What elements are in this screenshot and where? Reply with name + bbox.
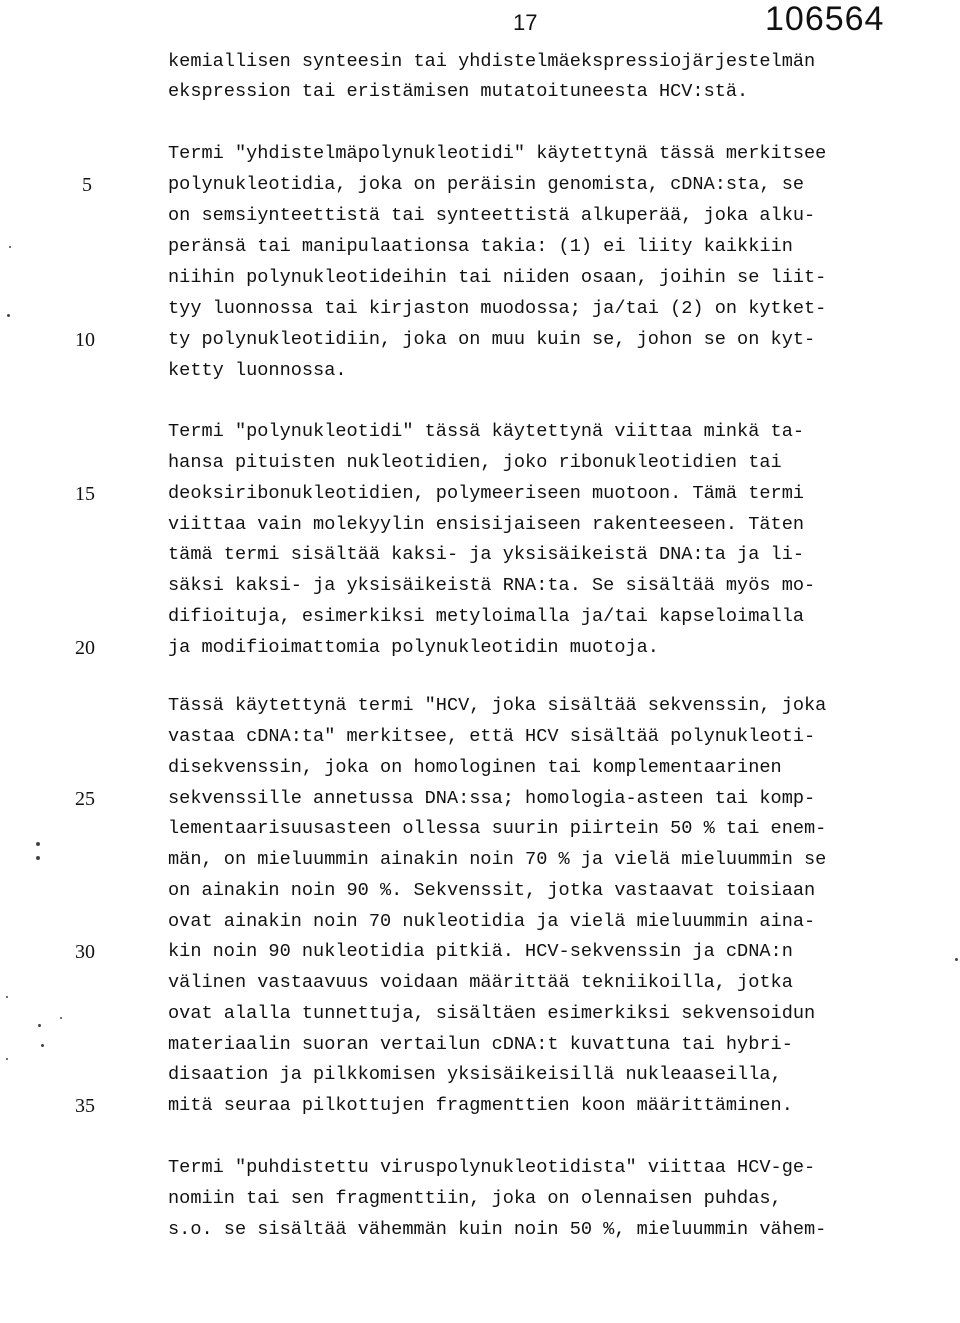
text-line: disekvenssin, joka on homologinen tai komplementaarinen xyxy=(168,757,782,778)
text-line: niihin polynukleotideihin tai niiden osaan, joihin se liit- xyxy=(168,267,827,288)
text-line: deoksiribonukleotidien, polymeeriseen muotoon. Tämä termi xyxy=(168,483,805,504)
text-line: ty polynukleotidiin, joka on muu kuin se, johon se on kyt- xyxy=(168,329,816,350)
scan-speck xyxy=(9,246,11,248)
margin-line-number: 25 xyxy=(75,788,95,810)
text-line: sekvenssille annetussa DNA:ssa; homologia-asteen tai komp- xyxy=(168,788,816,809)
text-line: män, on mieluummin ainakin noin 70 % ja vielä mieluummin se xyxy=(168,849,827,870)
scan-speck xyxy=(6,1058,8,1060)
text-line: ketty luonnossa. xyxy=(168,360,347,381)
text-line: peränsä tai manipulaationsa takia: (1) ei liity kaikkiin xyxy=(168,236,793,257)
text-line: disaation ja pilkkomisen yksisäikeisillä nukleaaseilla, xyxy=(168,1064,782,1085)
margin-line-number: 30 xyxy=(75,941,95,963)
text-line: välinen vastaavuus voidaan määrittää tekniikoilla, jotka xyxy=(168,972,793,993)
text-line: vastaa cDNA:ta" merkitsee, että HCV sisältää polynukleoti- xyxy=(168,726,816,747)
text-line: ja modifioimattomia polynukleotidin muotoja. xyxy=(168,637,659,658)
text-line: tyy luonnossa tai kirjaston muodossa; ja/tai (2) on kytket- xyxy=(168,298,827,319)
scan-speck xyxy=(7,314,10,317)
text-line: on semsiynteettistä tai synteettistä alkuperää, joka alku- xyxy=(168,205,816,226)
text-line: s.o. se sisältää vähemmän kuin noin 50 %, mieluummin vähem- xyxy=(168,1219,827,1240)
text-line: Termi "puhdistettu viruspolynukleotidista" viittaa HCV-ge- xyxy=(168,1157,816,1178)
margin-line-number: 20 xyxy=(75,637,95,659)
text-line: kin noin 90 nukleotidia pitkiä. HCV-sekvenssin ja cDNA:n xyxy=(168,941,793,962)
scan-speck xyxy=(6,996,8,998)
margin-line-number: 15 xyxy=(75,483,95,505)
text-line: ovat ainakin noin 70 nukleotidia ja vielä mieluummin aina- xyxy=(168,911,816,932)
scan-speck xyxy=(60,1017,62,1019)
text-line: polynukleotidia, joka on peräisin genomista, cDNA:sta, se xyxy=(168,174,805,195)
text-line: tämä termi sisältää kaksi- ja yksisäikeistä DNA:ta ja li- xyxy=(168,544,805,565)
scan-speck xyxy=(36,842,40,846)
scan-speck xyxy=(955,958,958,961)
text-line: Termi "polynukleotidi" tässä käytettynä viittaa minkä ta- xyxy=(168,421,805,442)
text-line: kemiallisen synteesin tai yhdistelmäekspressiojärjestelmän xyxy=(168,51,816,72)
text-line: Termi "yhdistelmäpolynukleotidi" käytettynä tässä merkitsee xyxy=(168,143,827,164)
text-line: viittaa vain molekyylin ensisijaiseen rakenteeseen. Täten xyxy=(168,514,805,535)
text-line: nomiin tai sen fragmenttiin, joka on olennaisen puhdas, xyxy=(168,1188,782,1209)
scan-speck xyxy=(41,1044,44,1047)
text-line: ekspression tai eristämisen mutatoituneesta HCV:stä. xyxy=(168,81,749,102)
text-line: Tässä käytettynä termi "HCV, joka sisältää sekvenssin, joka xyxy=(168,695,827,716)
scan-speck xyxy=(36,856,40,860)
text-line: difioituja, esimerkiksi metyloimalla ja/tai kapseloimalla xyxy=(168,606,805,627)
text-line: ovat alalla tunnettuja, sisältäen esimerkiksi sekvensoidun xyxy=(168,1003,816,1024)
text-line: säksi kaksi- ja yksisäikeistä RNA:ta. Se sisältää myös mo- xyxy=(168,575,816,596)
margin-line-number: 10 xyxy=(75,329,95,351)
text-line: lementaarisuusasteen ollessa suurin piirtein 50 % tai enem- xyxy=(168,818,827,839)
margin-line-number: 5 xyxy=(82,174,92,196)
text-line: mitä seuraa pilkottujen fragmenttien koon määrittäminen. xyxy=(168,1095,793,1116)
margin-line-number: 35 xyxy=(75,1095,95,1117)
text-line: hansa pituisten nukleotidien, joko ribonukleotidien tai xyxy=(168,452,782,473)
document-number: 106564 xyxy=(765,0,885,38)
scan-speck xyxy=(38,1024,41,1027)
text-line: on ainakin noin 90 %. Sekvenssit, jotka vastaavat toisiaan xyxy=(168,880,816,901)
text-line: materiaalin suoran vertailun cDNA:t kuvattuna tai hybri- xyxy=(168,1034,793,1055)
page-number: 17 xyxy=(513,10,538,35)
